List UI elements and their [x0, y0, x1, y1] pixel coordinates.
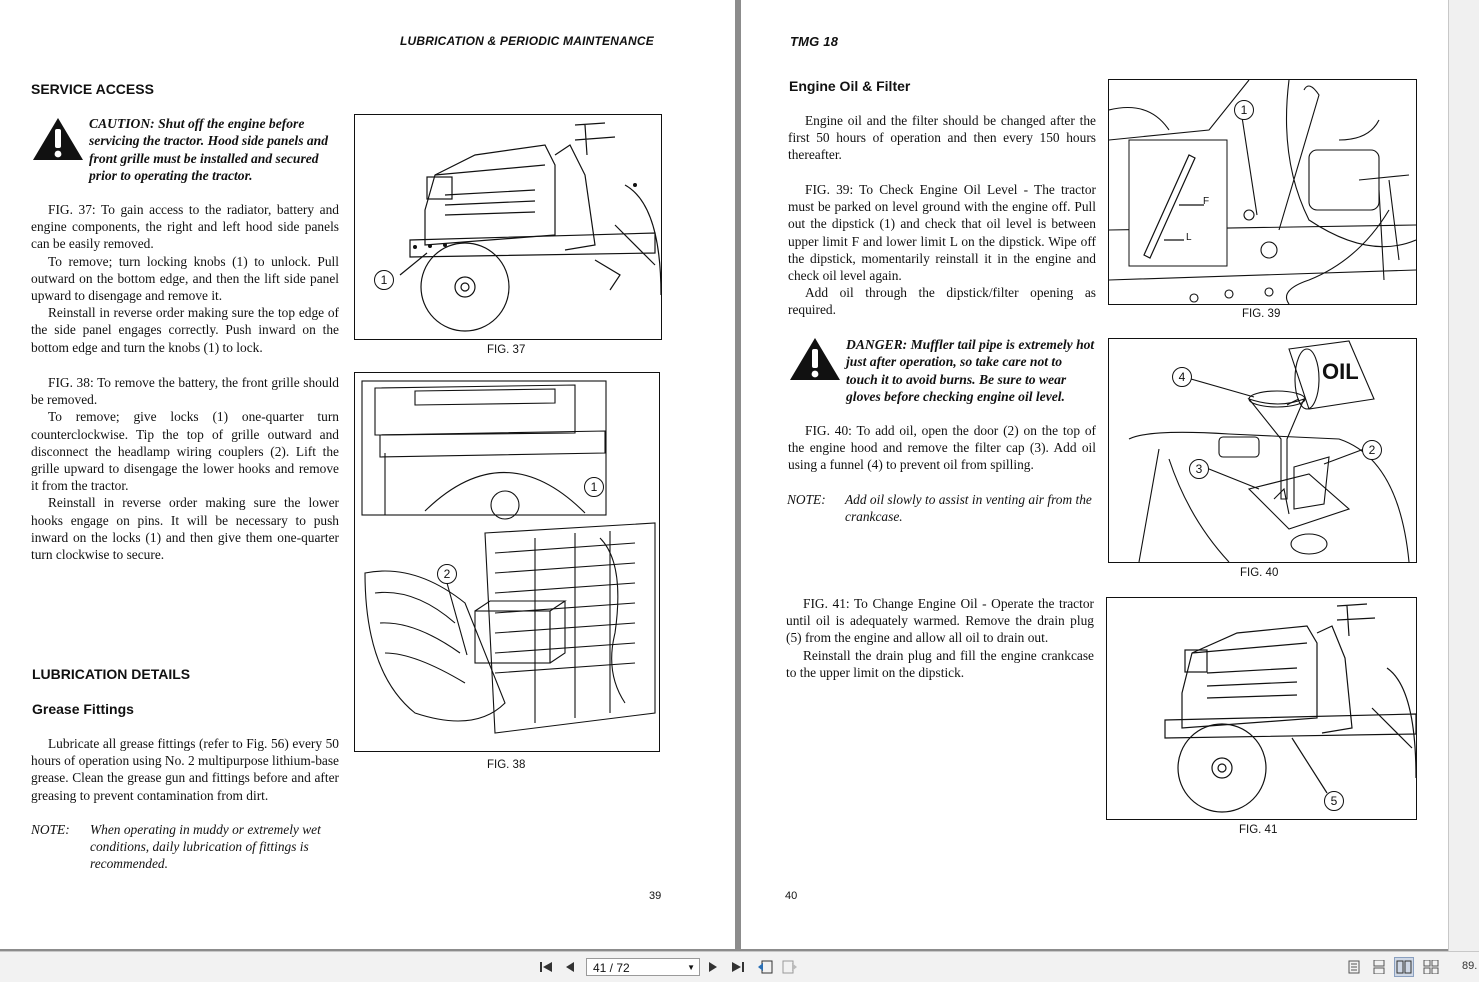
first-page-icon: [539, 961, 553, 973]
facing-continuous-view-button[interactable]: [1421, 957, 1441, 977]
page-40: [741, 0, 1448, 949]
callout-2: 2: [1362, 440, 1382, 460]
upper-limit-label: F: [1203, 196, 1210, 207]
paragraph: FIG. 41: To Change Engine Oil - Operate the tractor until oil is adequately warmed. Remove the drain plug (5) from the engine and allow all oil to drain out.: [786, 596, 1094, 646]
figure-41-drain-plug: [1106, 597, 1417, 820]
grille-battery-illustration: [355, 373, 659, 751]
facing-pages-view-button[interactable]: [1394, 957, 1414, 977]
zoom-level[interactable]: 89.: [1462, 960, 1478, 972]
callout-1: 1: [374, 270, 394, 290]
paragraph: FIG. 40: To add oil, open the door (2) on the top of the engine hood and remove the filter cap (3). Add oil using a funnel (4) to prevent oil from spilling.: [788, 423, 1096, 473]
paragraph: Reinstall the drain plug and fill the engine crankcase to the upper limit on the dipstick.: [786, 647, 1094, 680]
page-number: 39: [649, 890, 662, 902]
vertical-scrollbar[interactable]: [1448, 0, 1479, 951]
tractor-illustration: [355, 115, 661, 339]
fig39-caption: FIG. 39: [1242, 308, 1281, 320]
fig37-text: [31, 201, 339, 356]
first-page-button[interactable]: [536, 957, 556, 977]
go-back-icon: [757, 960, 773, 974]
paragraph: Engine oil and the filter should be changed after the first 50 hours of operation and then every 150 hours thereafter.: [788, 113, 1096, 163]
go-back-button[interactable]: [755, 957, 775, 977]
note-text: When operating in muddy or extremely wet conditions, daily lubrication of fittings is recommended.: [90, 822, 321, 872]
paragraph: FIG. 38: To remove the battery, the front grille should be removed.: [31, 375, 339, 408]
facing-pages-icon: [1396, 960, 1412, 974]
note-label: NOTE:: [787, 492, 826, 507]
page-39: [0, 0, 735, 949]
note-label: NOTE:: [31, 822, 70, 837]
paragraph: Reinstall in reverse order making sure the top edge of the side panel engages correctly. Push inward on the bottom edge and turn the knobs (1) to lock.: [31, 305, 339, 355]
tractor-drain-illustration: [1107, 598, 1416, 819]
chevron-down-icon: ▼: [687, 963, 695, 972]
danger-text: DANGER: Muffler tail pipe is extremely hot just after operation, so take care not to touch it to avoid burns. Be sure to wear gloves before checking engine oil level.: [846, 337, 1095, 405]
paragraph: Lubricate all grease fittings (refer to Fig. 56) every 50 hours of operation using No. 2 multipurpose lithium-base grease. Clean the grease gun and fittings before and after greasing to prevent contamination from dirt.: [31, 736, 339, 803]
fig37-caption: FIG. 37: [487, 344, 526, 356]
page-indicator: 41 / 72: [593, 961, 630, 975]
danger-icon: [788, 336, 842, 382]
oil-label: OIL: [1322, 359, 1359, 384]
grease-text: [31, 735, 339, 804]
callout-2: 2: [437, 564, 457, 584]
page-header: TMG 18: [790, 34, 839, 49]
paragraph: To remove; give locks (1) one-quarter turn counterclockwise. Tip the top of grille outward and disconnect the headlamp wiring couplers (2). Lift the grille upward to disengage the lower hooks and remove it from the tractor.: [31, 409, 339, 494]
figure-38-grille-battery: [354, 372, 660, 752]
facing-continuous-icon: [1423, 960, 1439, 974]
service-access-heading: SERVICE ACCESS: [31, 81, 154, 97]
engine-oil-heading: Engine Oil & Filter: [789, 78, 911, 94]
callout-1: 1: [584, 477, 604, 497]
bottom-toolbar: [0, 951, 1479, 982]
continuous-page-icon: [1373, 960, 1385, 974]
caution-text: CAUTION: Shut off the engine before servicing the tractor. Hood side panels and front grille must be installed and secured prior to operating the tractor.: [89, 116, 329, 184]
paragraph: FIG. 39: To Check Engine Oil Level - The tractor must be parked on level ground with the engine off. Pull out the dipstick (1) and check that oil level is between upper limit F and lower limit L on the dipstick. Wipe off the dipstick, momentarily reinstall it in the engine and check oil level again.: [788, 182, 1096, 284]
dipstick-illustration: [1109, 80, 1416, 304]
fig39-text: [788, 181, 1096, 319]
caution-icon: [31, 116, 85, 162]
callout-1: 1: [1234, 100, 1254, 120]
go-forward-icon: [782, 960, 798, 974]
fig40-text: [788, 422, 1096, 474]
callout-5: 5: [1324, 791, 1344, 811]
page-number: 40: [785, 890, 798, 902]
lubrication-details-heading: LUBRICATION DETAILS: [32, 666, 191, 682]
last-page-icon: [731, 961, 745, 973]
paragraph: Add oil through the dipstick/filter opening as required.: [788, 285, 1096, 318]
engine-oil-intro: [788, 112, 1096, 164]
paragraph: To remove; turn locking knobs (1) to unlock. Pull outward on the bottom edge, and then the lift side panel upward to disengage and remove it.: [31, 253, 339, 304]
fig40-caption: FIG. 40: [1240, 567, 1279, 579]
grease-fittings-heading: Grease Fittings: [32, 701, 134, 717]
page-header: LUBRICATION & PERIODIC MAINTENANCE: [400, 34, 654, 48]
fig41-caption: FIG. 41: [1239, 824, 1278, 836]
note-text: Add oil slowly to assist in venting air from the crankcase.: [845, 492, 1092, 525]
single-page-icon: [1348, 960, 1360, 974]
callout-4: 4: [1172, 367, 1192, 387]
next-page-icon: [708, 961, 718, 973]
fig38-caption: FIG. 38: [487, 759, 526, 771]
lower-limit-label: L: [1186, 232, 1192, 243]
next-page-button[interactable]: [703, 957, 723, 977]
previous-page-button[interactable]: [560, 957, 580, 977]
figure-39-dipstick: [1108, 79, 1417, 305]
go-forward-button[interactable]: [780, 957, 800, 977]
figure-40-oil-funnel: [1108, 338, 1417, 563]
paragraph: Reinstall in reverse order making sure the lower hooks engage on pins. It will be necessary to push inward on the locks (1) and then give them one-quarter turn clockwise to secure.: [31, 495, 339, 563]
continuous-view-button[interactable]: [1369, 957, 1389, 977]
last-page-button[interactable]: [728, 957, 748, 977]
previous-page-icon: [565, 961, 575, 973]
fig41-text: [786, 595, 1094, 681]
fig38-text: [31, 374, 339, 563]
single-page-view-button[interactable]: [1344, 957, 1364, 977]
paragraph: FIG. 37: To gain access to the radiator, battery and engine components, the right and left hood side panels can be easily removed.: [31, 202, 339, 252]
page-selector[interactable]: [586, 958, 700, 976]
figure-37-tractor-side-panel: [354, 114, 662, 340]
callout-3: 3: [1189, 459, 1209, 479]
